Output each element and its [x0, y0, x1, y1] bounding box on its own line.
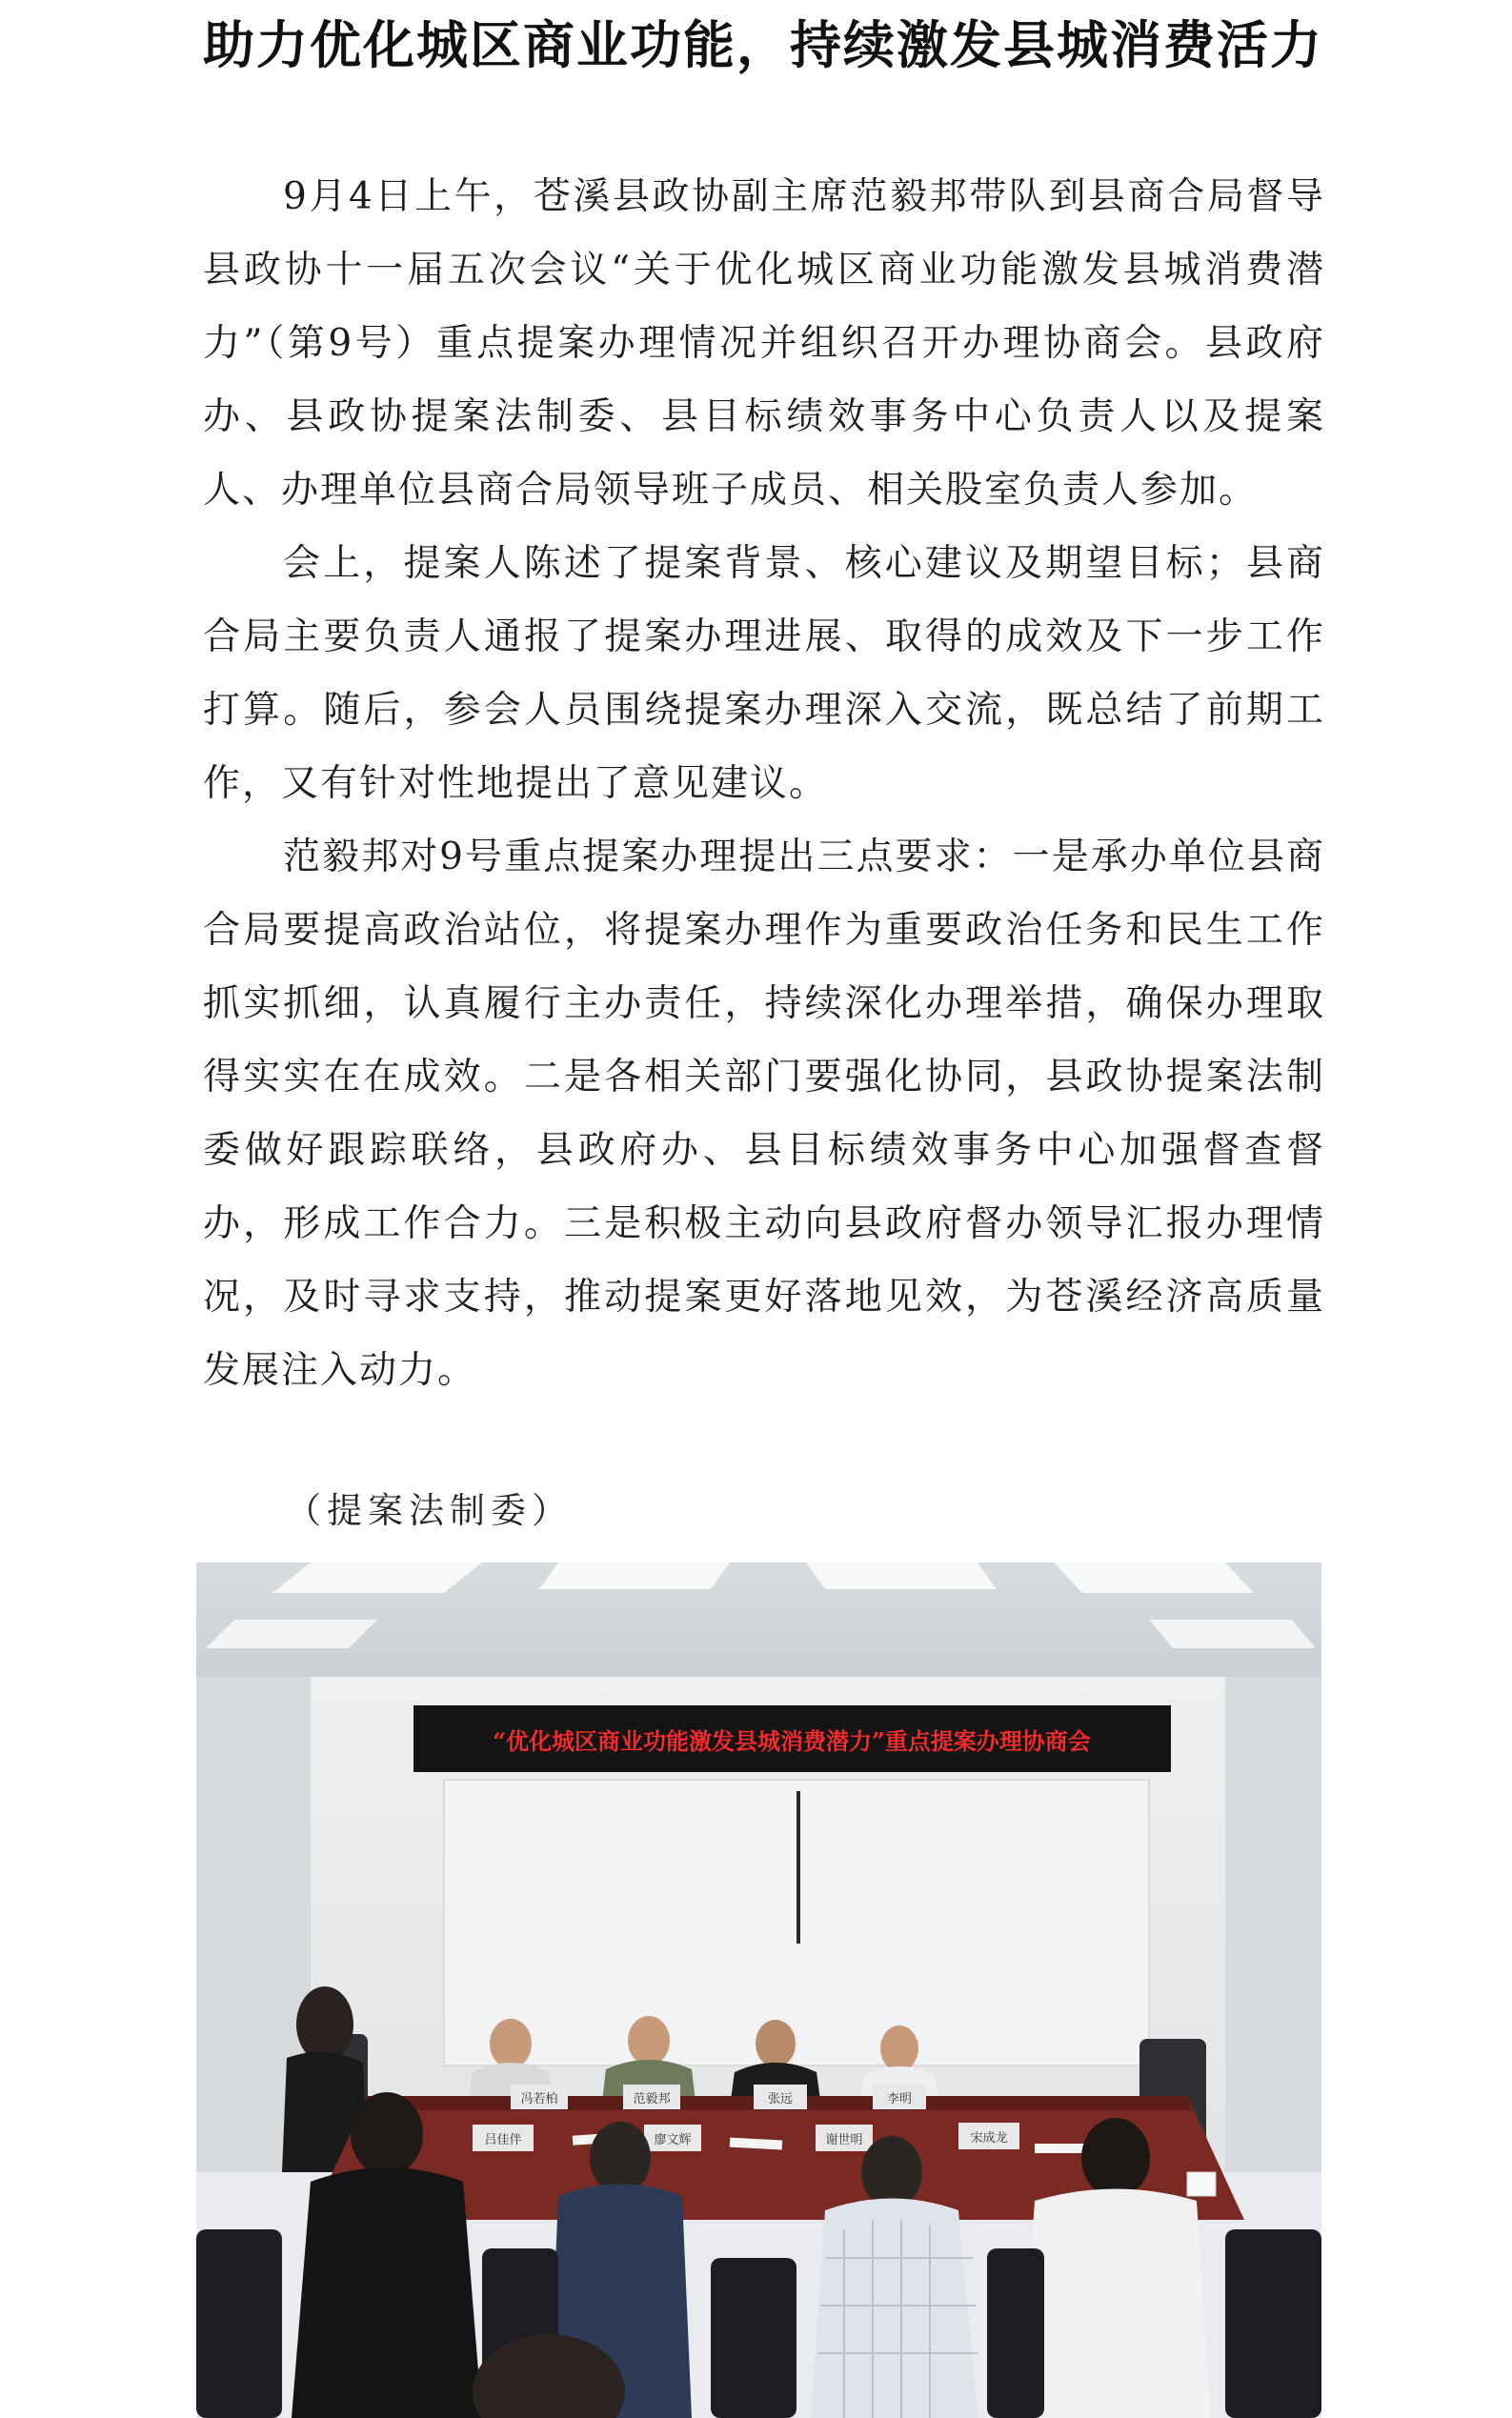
place-card-6: 廖文辉: [654, 2133, 692, 2147]
place-card-3: 张远: [767, 2092, 794, 2106]
paragraph-1: 9月4日上午，苍溪县政协副主席范毅邦带队到县商合局督导县政协十一届五次会议“关于优化城区商业功能激发县城消费潜力”（第9号）重点提案办理情况并组织召开办理协商会。县政府办、县政协提案法制委、县目标绩效事务中心负责人以及提案人、办理单位县商合局领导班子成员、相关股室负责人参加。: [203, 175, 1325, 512]
article-title: 助力优化城区商业功能，持续激发县城消费活力: [203, 15, 1323, 75]
place-card-2: 范毅邦: [633, 2092, 671, 2106]
paragraph-2: 会上，提案人陈述了提案背景、核心建议及期望目标；县商合局主要负责人通报了提案办理进展、取得的成效及下一步工作打算。随后，参会人员围绕提案办理深入交流，既总结了前期工作，又有针对性地提出了意见建议。: [203, 542, 1325, 805]
place-card-4: 李明: [886, 2092, 913, 2106]
place-card-5: 吕佳伴: [484, 2133, 522, 2147]
article-body: [203, 160, 1325, 1407]
meeting-photo: [196, 1562, 1321, 2418]
led-banner-text: “优化城区商业功能激发县城消费潜力”重点提案办理协商会: [493, 1727, 1091, 1755]
place-card-8: 宋成龙: [970, 2131, 1008, 2146]
place-card-1: 冯若柏: [520, 2092, 558, 2106]
source-attribution: （提案法制委）: [286, 1490, 573, 1531]
place-card-7: 谢世明: [825, 2133, 863, 2147]
paragraph-3: 范毅邦对9号重点提案办理提出三点要求：一是承办单位县商合局要提高政治站位，将提案办理作为重要政治任务和民生工作抓实抓细，认真履行主办责任，持续深化办理举措，确保办理取得实实在在成效。二是各相关部门要强化协同，县政协提案法制委做好跟踪联络，县政府办、县目标绩效事务中心加强督查督办，形成工作合力。三是积极主动向县政府督办领导汇报办理情况，及时寻求支持，推动提案更好落地见效，为苍溪经济高质量发展注入动力。: [203, 836, 1325, 1392]
